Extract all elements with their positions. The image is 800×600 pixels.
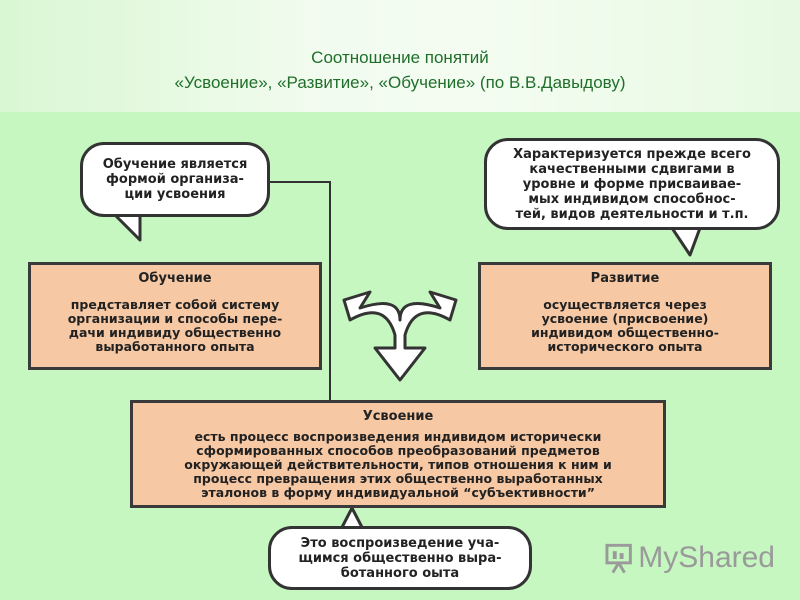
development-note-line: мых индивидом способнос-: [528, 191, 736, 207]
assimilation-box: [130, 400, 666, 508]
development-text-line: усвоение (присвоение): [541, 311, 709, 326]
learning-note-line: Обучение является: [102, 157, 248, 172]
assimilation-text-line: есть процесс воспроизведения индивидом исторически: [194, 429, 602, 444]
learning-text-line: дачи индивиду общественно: [68, 325, 282, 340]
myshared-logo: [605, 538, 775, 578]
assimilation-text: [133, 430, 663, 500]
assimilation-note-line: Это воспроизведение уча-: [300, 535, 500, 551]
development-text-line: исторического опыта: [547, 339, 703, 354]
assimilation-note-line: ботанного оыта: [340, 565, 460, 581]
logo-text: MyShared: [638, 541, 775, 574]
assimilation-heading: Усвоение: [362, 409, 434, 424]
learning-text-line: выработанного опыта: [95, 339, 255, 354]
learning-text: [31, 298, 319, 354]
learning-text-line: организации и способы пере-: [67, 311, 283, 326]
presentation-board-icon: [605, 541, 634, 575]
development-bubble-tail: [672, 228, 700, 255]
title-line-2: «Усвоение», «Развитие», «Обучение» (по В.В.Давыдову): [174, 73, 626, 92]
assimilation-note-bubble: [268, 526, 532, 590]
development-note-line: тей, видов деятельности и т.п.: [515, 206, 749, 222]
development-text: [481, 298, 769, 354]
assimilation-note-line: щимся общественно выра-: [298, 550, 502, 566]
learning-note-line: формой организа-: [106, 172, 244, 187]
learning-note-bubble: [80, 142, 270, 217]
assimilation-text-line: эталонов в форму индивидуальной “субъективности”: [201, 485, 595, 500]
learning-text-line: представляет собой систему: [70, 297, 280, 312]
development-text-line: индивидом общественно-: [531, 325, 719, 340]
development-heading: Развитие: [590, 271, 660, 286]
assimilation-text-line: процесс превращения этих общественно выработанных: [193, 471, 603, 486]
development-note-line: качественными сдвигами в: [529, 161, 735, 177]
development-box: [478, 262, 772, 370]
development-note-line: уровне и форме присваивае-: [522, 176, 742, 192]
learning-note-line: ции усвоения: [124, 187, 226, 202]
assimilation-text-line: сформированных способов преобразований предметов: [196, 443, 600, 458]
title-line-1: Соотношение понятий: [311, 48, 489, 67]
assimilation-text-line: окружающей действительности, типов отношения к ним и: [184, 457, 612, 472]
learning-box: [28, 262, 322, 370]
development-text-line: осуществляется через: [543, 297, 707, 312]
development-note-bubble: [484, 138, 780, 230]
learning-heading: Обучение: [138, 271, 212, 286]
three-way-arrow-icon: [344, 292, 456, 380]
development-note-line: Характеризуется прежде всего: [513, 146, 751, 162]
